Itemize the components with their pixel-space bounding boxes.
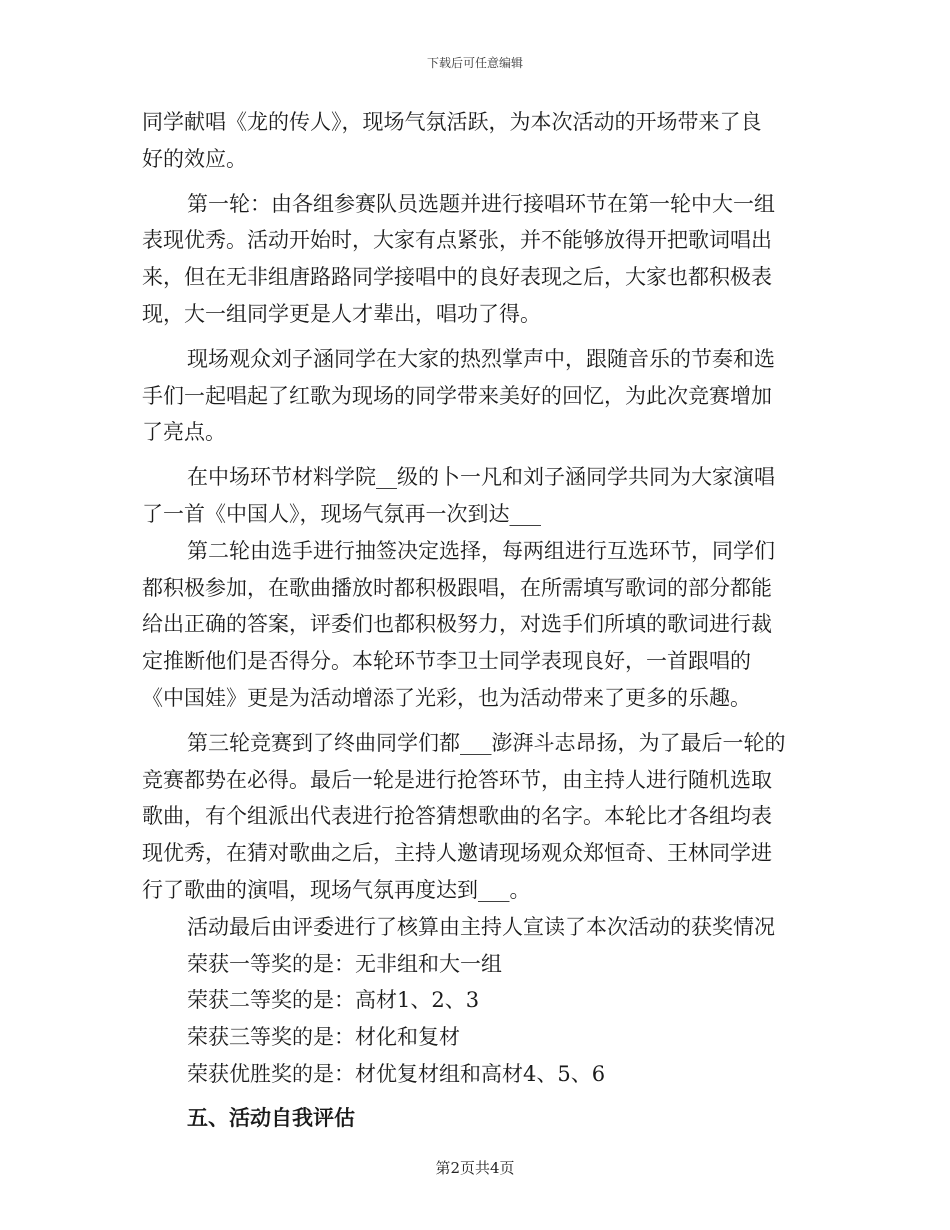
text-line: 现场观众刘子涵同学在大家的热烈掌声中，跟随音乐的节奏和选 (187, 346, 775, 371)
text-line: 了一首《中国人》，现场气氛再一次到达___ (142, 501, 541, 526)
text-line: 第二轮由选手进行抽签决定选择，每两组进行互选环节，同学们 (187, 538, 775, 563)
text-line: 了亮点。 (142, 420, 226, 445)
text-line: 第一轮：由各组参赛队员选题并进行接唱环节在第一轮中大一组 (187, 191, 775, 216)
text-line: 第三轮竞赛到了终曲同学们都___澎湃斗志昂扬，为了最后一轮的 (187, 730, 786, 755)
award-line: 荣获优胜奖的是：材优复材组和高材4、5、6 (187, 1061, 606, 1086)
text-line: 行了歌曲的演唱，现场气氛再度达到___。 (142, 877, 531, 902)
text-line: 好的效应。 (142, 146, 247, 171)
text-line: 表现优秀。活动开始时，大家有点紧张，并不能够放得开把歌词唱出 (142, 228, 772, 253)
text-line: 竞赛都势在必得。最后一轮是进行抢答环节，由主持人进行随机选取 (142, 767, 772, 792)
text-line: 来，但在无非组唐路路同学接唱中的良好表现之后，大家也都积极表 (142, 265, 772, 290)
page-number: 第2页共4页 (435, 1159, 515, 1177)
text-line: 给出正确的答案，评委们也都积极努力，对选手们所填的歌词进行裁 (142, 612, 772, 637)
text-line: 现，大一组同学更是人才辈出，唱功了得。 (142, 301, 541, 326)
award-line: 荣获二等奖的是：高材1、2、3 (187, 988, 480, 1013)
text-line: 手们一起唱起了红歌为现场的同学带来美好的回忆，为此次竞赛增加 (142, 383, 772, 408)
text-line: 歌曲，有个组派出代表进行抢答猜想歌曲的名字。本轮比才各组均表 (142, 804, 772, 829)
text-line: 都积极参加，在歌曲播放时都积极跟唱，在所需填写歌词的部分都能 (142, 575, 772, 600)
text-line: 活动最后由评委进行了核算由主持人宣读了本次活动的获奖情况 (187, 914, 775, 939)
award-line: 荣获三等奖的是：材化和复材 (187, 1025, 460, 1050)
document-body (142, 104, 802, 1137)
text-line: 定推断他们是否得分。本轮环节李卫士同学表现良好，一首跟唱的 (142, 649, 751, 674)
award-line: 荣获一等奖的是：无非组和大一组 (187, 951, 502, 976)
text-line: 同学献唱《龙的传人》，现场气氛活跃，为本次活动的开场带来了良 (142, 110, 762, 134)
section-heading: 五、活动自我评估 (187, 1105, 355, 1130)
page-header: 下载后可任意编辑 (426, 56, 523, 70)
text-line: 在中场环节材料学院__级的卜一凡和刘子涵同学共同为大家演唱 (187, 465, 775, 490)
text-line: 现优秀，在猜对歌曲之后，主持人邀请现场观众郑恒奇、王林同学进 (142, 841, 772, 866)
text-line: 《中国娃》更是为活动增添了光彩，也为活动带来了更多的乐趣。 (142, 685, 751, 710)
